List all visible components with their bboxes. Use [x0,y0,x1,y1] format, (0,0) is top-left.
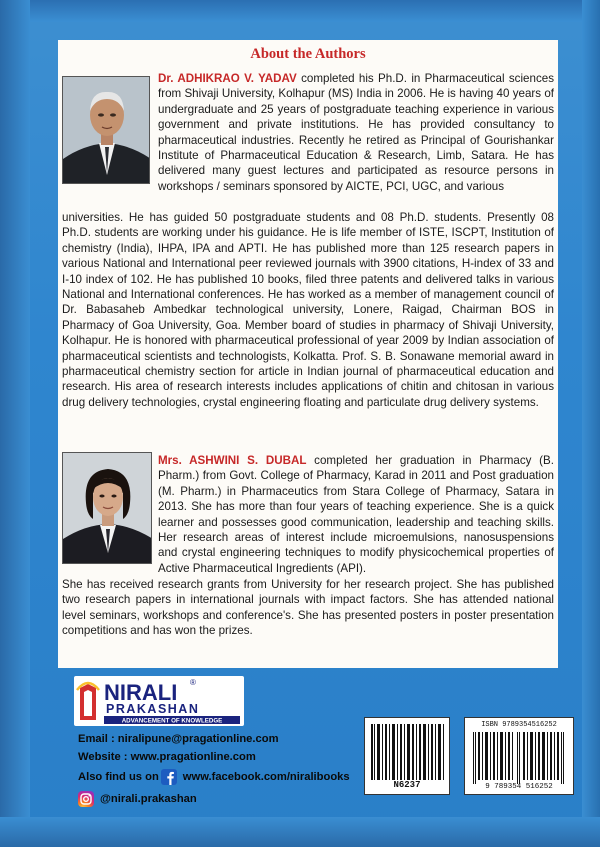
author2-portrait-icon [63,453,152,564]
cover-edge-top [0,0,600,22]
isbn-digits: 9 789354 516252 [485,783,553,791]
cover-edge-right [582,0,600,847]
author1-bio-top [158,71,554,194]
website-label: Website : [78,751,128,763]
instagram-icon [78,791,94,807]
about-authors-panel [58,40,558,668]
instagram-handle[interactable]: @nirali.prakashan [100,793,197,805]
author2-photo [62,452,152,564]
facebook-icon [161,769,177,785]
facebook-link[interactable]: www.facebook.com/niralibooks [182,771,350,783]
barcode-bars-icon [365,722,449,784]
author2-bio-continued: She has received research grants from University for her research project. She has published two research papers in international journals with impact factors. She has attended national level seminars, workshops and conference's. She has presented posters in poster presentation competitions and has won the prizes. [62,578,554,638]
author1-name: Dr. ADHIKRAO V. YADAV [158,72,297,85]
email-line [78,730,378,748]
publisher-name-bottom: PRAKASHAN [106,702,200,716]
author2-bio-intro: completed her graduation in Pharmacy (B. Pharm.) from Govt. College of Pharmacy, Karad in 2011 and Post graduation (M. Pharm.) in Pharmaceutics from Stara College of Pharmacy, Satara in 2013. She has more than four years of teaching experience. She is a quick learner and possesses good communication, leadership and teaching skills. Her research areas of interest include microemulsions, nanosuspensions and crystal engineering techniques to modify physicochemical properties of Active Pharmaceutical Ingredients (API). [158,454,554,575]
website-line [78,748,378,766]
author1-bio-intro: completed his Ph.D. in Pharmaceutical sciences from Shivaji University, Kolhapur (MS) India in 2006. He is having 40 years of undergraduate and 25 years of postgraduate teaching experience in various government and private institutions. He has provided consultancy to pharmaceutical industries. Recently he retired as Principal of Gourishankar Institute of Pharmaceutical Education & Research, Limb, Satara. He has delivered many guest lectures and participated as resource persons in workshops / seminars sponsored by AICTE, PCI, UGC, and various [158,72,554,193]
website-link[interactable]: www.pragationline.com [130,751,256,763]
author2-bio-top [158,453,554,576]
publisher-contact [78,730,378,810]
publisher-name-top: NIRALI [104,680,178,705]
author2-name: Mrs. ASHWINI S. DUBAL [158,454,307,467]
find-us-label: Also find us on [78,771,159,783]
internal-barcode [364,717,450,795]
about-authors-heading: About the Authors [250,46,366,62]
isbn-barcode [464,717,574,795]
nirali-prakashan-logo [74,676,244,726]
cover-edge-left [0,0,30,847]
author1-portrait-icon [63,77,150,184]
email-label: Email : [78,733,115,745]
cover-edge-bottom [0,817,600,847]
internal-code: N6237 [393,780,421,790]
author1-bio-continued: universities. He has guided 50 postgraduate students and 08 Ph.D. students. Presently 08 Ph.D. students are working under his guidance. He is life member of ISTE, ISCPT, Institution of chemistry (India), IHPA, IPA and APTI. He has published more than 125 research papers in various National and International peer reviewed journals with 3900 citations, H-index of 33 and I-10 index of 102. He has published 10 books, filed three patents and delivered talks in various National and International conferences. He has worked as a member of management council of Dr. Babasaheb Ambedkar technological university, Lonere, Raigad, Chairman BOS in Pharmacy of Goa University, Goa. Member board of studies in pharmacy of Shivaji University, Kolhapur. He is honored with pharmaceutical professional of year 2009 by Indian association of pharmaceutical scientists and technologists, Kolkatta. Prof. S. B. Sonawane memorial award in pharmaceutical chemistry section for article in Indian journal of pharmaceutical education and research. His area of research interests includes applications of chitin and chitosan in various drug delivery technologies, crystal engineering floating and particulate drug delivery systems. [62,211,554,409]
instagram-line [78,788,378,810]
isbn-bars-icon [465,732,573,784]
registered-mark: ® [190,678,196,687]
publisher-tagline: ADVANCEMENT OF KNOWLEDGE [121,717,223,725]
email-address[interactable]: niralipune@pragationline.com [117,733,279,745]
author1-photo [62,76,150,184]
isbn-label: ISBN 9789354516252 [481,721,557,729]
nirali-logo-icon [74,676,244,726]
facebook-line [78,766,378,788]
